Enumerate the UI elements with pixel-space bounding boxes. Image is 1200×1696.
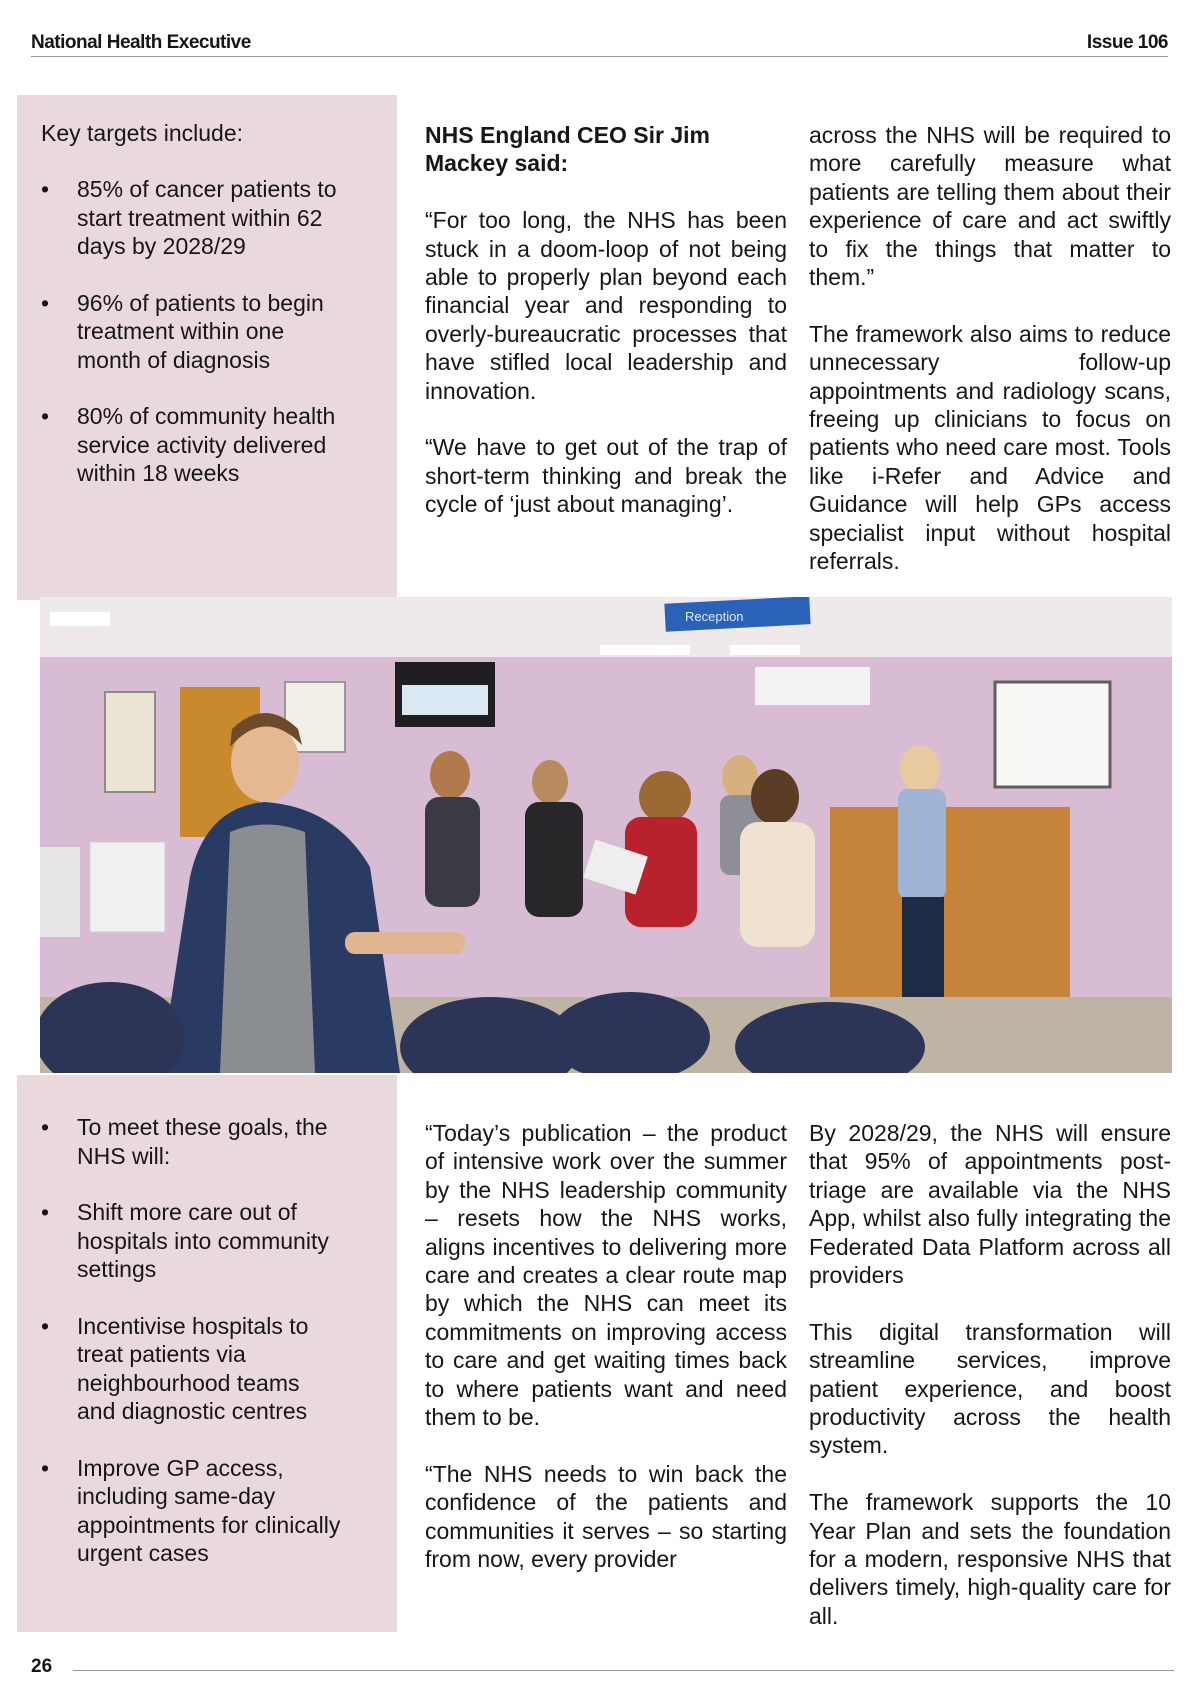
article-column-2-top (425, 121, 787, 547)
article-column-3-top (809, 121, 1171, 604)
paragraph: “Today’s publication – the product of intensive work over the summer by the NHS leadership community – resets how the NHS works, aligns incentives to delivering more care and creates a clear route map by which the NHS can meet its commitments on improving access to care and get waiting times back to where patients want and need them to be. (425, 1120, 787, 1431)
paragraph: across the NHS will be required to more carefully measure what patients are telling them about their experience of care and act swiftly to fix the things that matter to them.” (809, 122, 1171, 291)
list-item: • 85% of cancer patients to start treatment within 62 days by 2028/29 (41, 176, 337, 259)
page-footer (31, 1656, 1174, 1676)
page-number: 26 (31, 1656, 53, 1677)
issue-number: Issue 106 (1086, 32, 1168, 53)
footer-rule (73, 1670, 1174, 1671)
paragraph: “The NHS needs to win back the confidence of the patients and communities it serves – so starting from now, every provider (425, 1460, 787, 1573)
list-item: • 96% of patients to begin treatment within one month of diagnosis (41, 289, 324, 373)
paragraph: By 2028/29, the NHS will ensure that 95% of appointments post-triage are available via the NHS App, whilst also fully integrating the Federated Data Platform across all providers (809, 1120, 1171, 1289)
reception-sign: Reception (685, 609, 744, 624)
list-item: • 80% of community health service activity delivered within 18 weeks (41, 403, 336, 486)
publication-name: National Health Executive (31, 32, 251, 53)
article-column-2-bottom (425, 1119, 787, 1602)
list-item: • To meet these goals, the NHS will: (41, 1114, 328, 1169)
key-targets-list (41, 175, 341, 516)
paragraph: “For too long, the NHS has been stuck in a doom-loop of not being able to properly plan beyond each financial year and responding to overly-bureaucratic processes that have stifled local leadership and innovation. (425, 207, 787, 404)
paragraph: The framework supports the 10 Year Plan and sets the foundation for a modern, responsive NHS that delivers timely, high-quality care for all. (809, 1489, 1171, 1629)
paragraph: The framework also aims to reduce unnecessary follow-up appointments and radiology scans, freeing up clinicians to focus on patients who need care most. Tools like i-Refer and Advice and Guidance will help GPs access specialist input without hospital referrals. (809, 320, 1171, 575)
key-targets-intro: Key targets include: (41, 120, 244, 146)
waiting-room-photo (40, 597, 1172, 1073)
nhs-actions-panel (17, 1075, 397, 1632)
article-column-3-bottom (809, 1119, 1171, 1659)
paragraph: This digital transformation will streamline services, improve patient experience, and boost productivity across the health system. (809, 1318, 1171, 1459)
key-targets-panel (17, 95, 397, 600)
nhs-actions-list (41, 1113, 341, 1596)
list-item: • Shift more care out of hospitals into community settings (41, 1199, 329, 1282)
quote-heading: NHS England CEO Sir Jim Mackey said: (425, 122, 710, 177)
waiting-room-illustration (40, 597, 1172, 1073)
list-item: • Incentivise hospitals to treat patients via neighbourhood teams and diagnostic centres (41, 1312, 309, 1424)
list-item: • Improve GP access, including same-day appointments for clinically urgent cases (41, 1454, 341, 1566)
page-header (31, 28, 1168, 57)
paragraph: “We have to get out of the trap of short-term thinking and break the cycle of ‘just about managing’. (425, 434, 787, 518)
